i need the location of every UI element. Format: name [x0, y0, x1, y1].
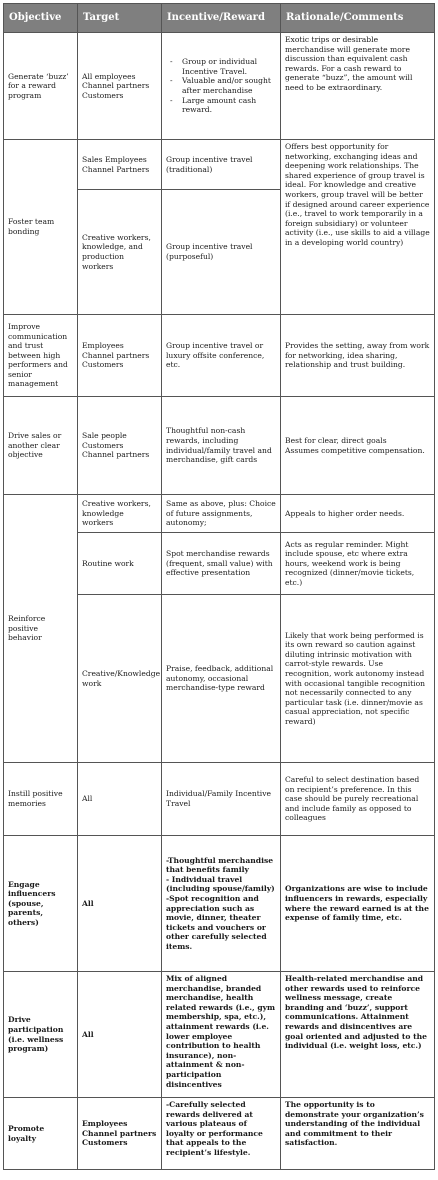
- rationale-cell: Offers best opportunity for networking, exchanging ideas and deepening work relationships. The shared experience of group travel is ideal. For knowledge and creative workers, group travel will be better if designed around career experience (i.e., travel to work temporarily in a foreign subsidiary) or volunteer activity (i.e., use skills to aid a village in a developing world country): [281, 140, 435, 315]
- objective-cell: Improve communication and trust between high performers and senior management: [4, 315, 78, 397]
- rationale-cell: Likely that work being performed is its own reward so caution against diluting intrinsic motivation with carrot-style rewards. Use recognition, work autonomy instead with occasional tangible recognition not necessarily connected to any particular task (i.e. dinner/movie as casual appreciation, not specific reward): [281, 595, 435, 763]
- header-target: Target: [78, 4, 162, 33]
- incentive-cell: Spot merchandise rewards (frequent, small value) with effective presentation: [162, 533, 281, 595]
- rationale-cell: Best for clear, direct goals Assumes competitive compensation.: [281, 397, 435, 495]
- incentive-objectives-table: [3, 3, 435, 1170]
- incentive-cell: Group incentive travel (purposeful): [162, 190, 281, 315]
- header-incentive: Incentive/Reward: [162, 4, 281, 33]
- incentive-cell: Group incentive travel (traditional): [162, 140, 281, 190]
- target-cell: Employees Channel partners Customers: [78, 315, 162, 397]
- incentive-cell: - Group or individual Incentive Travel. - Valuable and/or sought after merchandise - Large amount cash reward.: [162, 33, 281, 140]
- objective-cell: Reinforce positive behavior: [4, 495, 78, 763]
- table-row: [4, 495, 435, 533]
- rationale-cell: Health-related merchandise and other rewards used to reinforce wellness message, create branding and ‘buzz’, support communications. Attainment rewards and disincentives are goal oriented and adjusted to the individual (i.e. weight loss, etc.): [281, 972, 435, 1098]
- header-objective: Objective: [4, 4, 78, 33]
- incentive-cell: Individual/Family Incentive Travel: [162, 763, 281, 836]
- rationale-cell: Appeals to higher order needs.: [281, 495, 435, 533]
- table-row: [4, 315, 435, 397]
- incentive-cell: -Thoughtful merchandise that benefits family - Individual travel (including spouse/family) -Spot recognition and appreciation such as movie, dinner, theater tickets and vouchers or other carefully selected items.: [162, 836, 281, 972]
- objective-cell: Generate ‘buzz’ for a reward program: [4, 33, 78, 140]
- rationale-cell: The opportunity is to demonstrate your organization’s understanding of the individual and commitment to their satisfaction.: [281, 1098, 435, 1170]
- objective-cell: Engage influencers (spouse, parents, others): [4, 836, 78, 972]
- rationale-cell: Careful to select destination based on recipient’s preference. In this case should be purely recreational and include family as opposed to colleagues: [281, 763, 435, 836]
- target-cell: All: [78, 836, 162, 972]
- objective-cell: Drive participation (i.e. wellness program): [4, 972, 78, 1098]
- objective-cell: Drive sales or another clear objective: [4, 397, 78, 495]
- rationale-cell: Acts as regular reminder. Might include spouse, etc where extra hours, weekend work is being recognized (dinner/movie tickets, etc.): [281, 533, 435, 595]
- incentive-cell: Mix of aligned merchandise, branded merchandise, health related rewards (i.e., gym membership, spa, etc.), attainment rewards (i.e. lower employee contribution to health insurance), non-attainment & non-participation disincentives: [162, 972, 281, 1098]
- target-cell: Sale people Customers Channel partners: [78, 397, 162, 495]
- incentive-cell: Group incentive travel or luxury offsite conference, etc.: [162, 315, 281, 397]
- target-cell: All employees Channel partners Customers: [78, 33, 162, 140]
- table-row: [4, 397, 435, 495]
- objective-cell: Instill positive memories: [4, 763, 78, 836]
- table-row: [4, 33, 435, 140]
- header-rationale: Rationale/Comments: [281, 4, 435, 33]
- rationale-cell: Exotic trips or desirable merchandise will generate more discussion than equivalent cash rewards. For a cash reward to generate “buzz”, the amount will need to be extraordinary.: [281, 33, 435, 140]
- target-cell: All: [78, 763, 162, 836]
- incentive-cell: Same as above, plus: Choice of future assignments, autonomy;: [162, 495, 281, 533]
- table-row: [4, 972, 435, 1098]
- rationale-cell: Organizations are wise to include influencers in rewards, especially where the reward earned is at the expense of family time, etc.: [281, 836, 435, 972]
- objective-cell: Promote loyalty: [4, 1098, 78, 1170]
- table-row: [4, 763, 435, 836]
- table-row: [4, 140, 435, 190]
- table-row: [4, 836, 435, 972]
- table-row: [4, 1098, 435, 1170]
- incentive-cell: Thoughtful non-cash rewards, including individual/family travel and merchandise, gift cards: [162, 397, 281, 495]
- target-cell: Creative workers, knowledge, and production workers: [78, 190, 162, 315]
- target-cell: All: [78, 972, 162, 1098]
- header-row: [4, 4, 435, 33]
- target-cell: Employees Channel partners Customers: [78, 1098, 162, 1170]
- incentive-cell: Praise, feedback, additional autonomy, occasional merchandise-type reward: [162, 595, 281, 763]
- rationale-cell: Provides the setting, away from work for networking, idea sharing, relationship and trust building.: [281, 315, 435, 397]
- target-cell: Creative workers, knowledge workers: [78, 495, 162, 533]
- incentive-cell: -Carefully selected rewards delivered at various plateaus of loyalty or performance that appeals to the recipient’s lifestyle.: [162, 1098, 281, 1170]
- objective-cell: Foster team bonding: [4, 140, 78, 315]
- target-cell: Routine work: [78, 533, 162, 595]
- target-cell: Sales Employees Channel Partners: [78, 140, 162, 190]
- target-cell: Creative/Knowledge work: [78, 595, 162, 763]
